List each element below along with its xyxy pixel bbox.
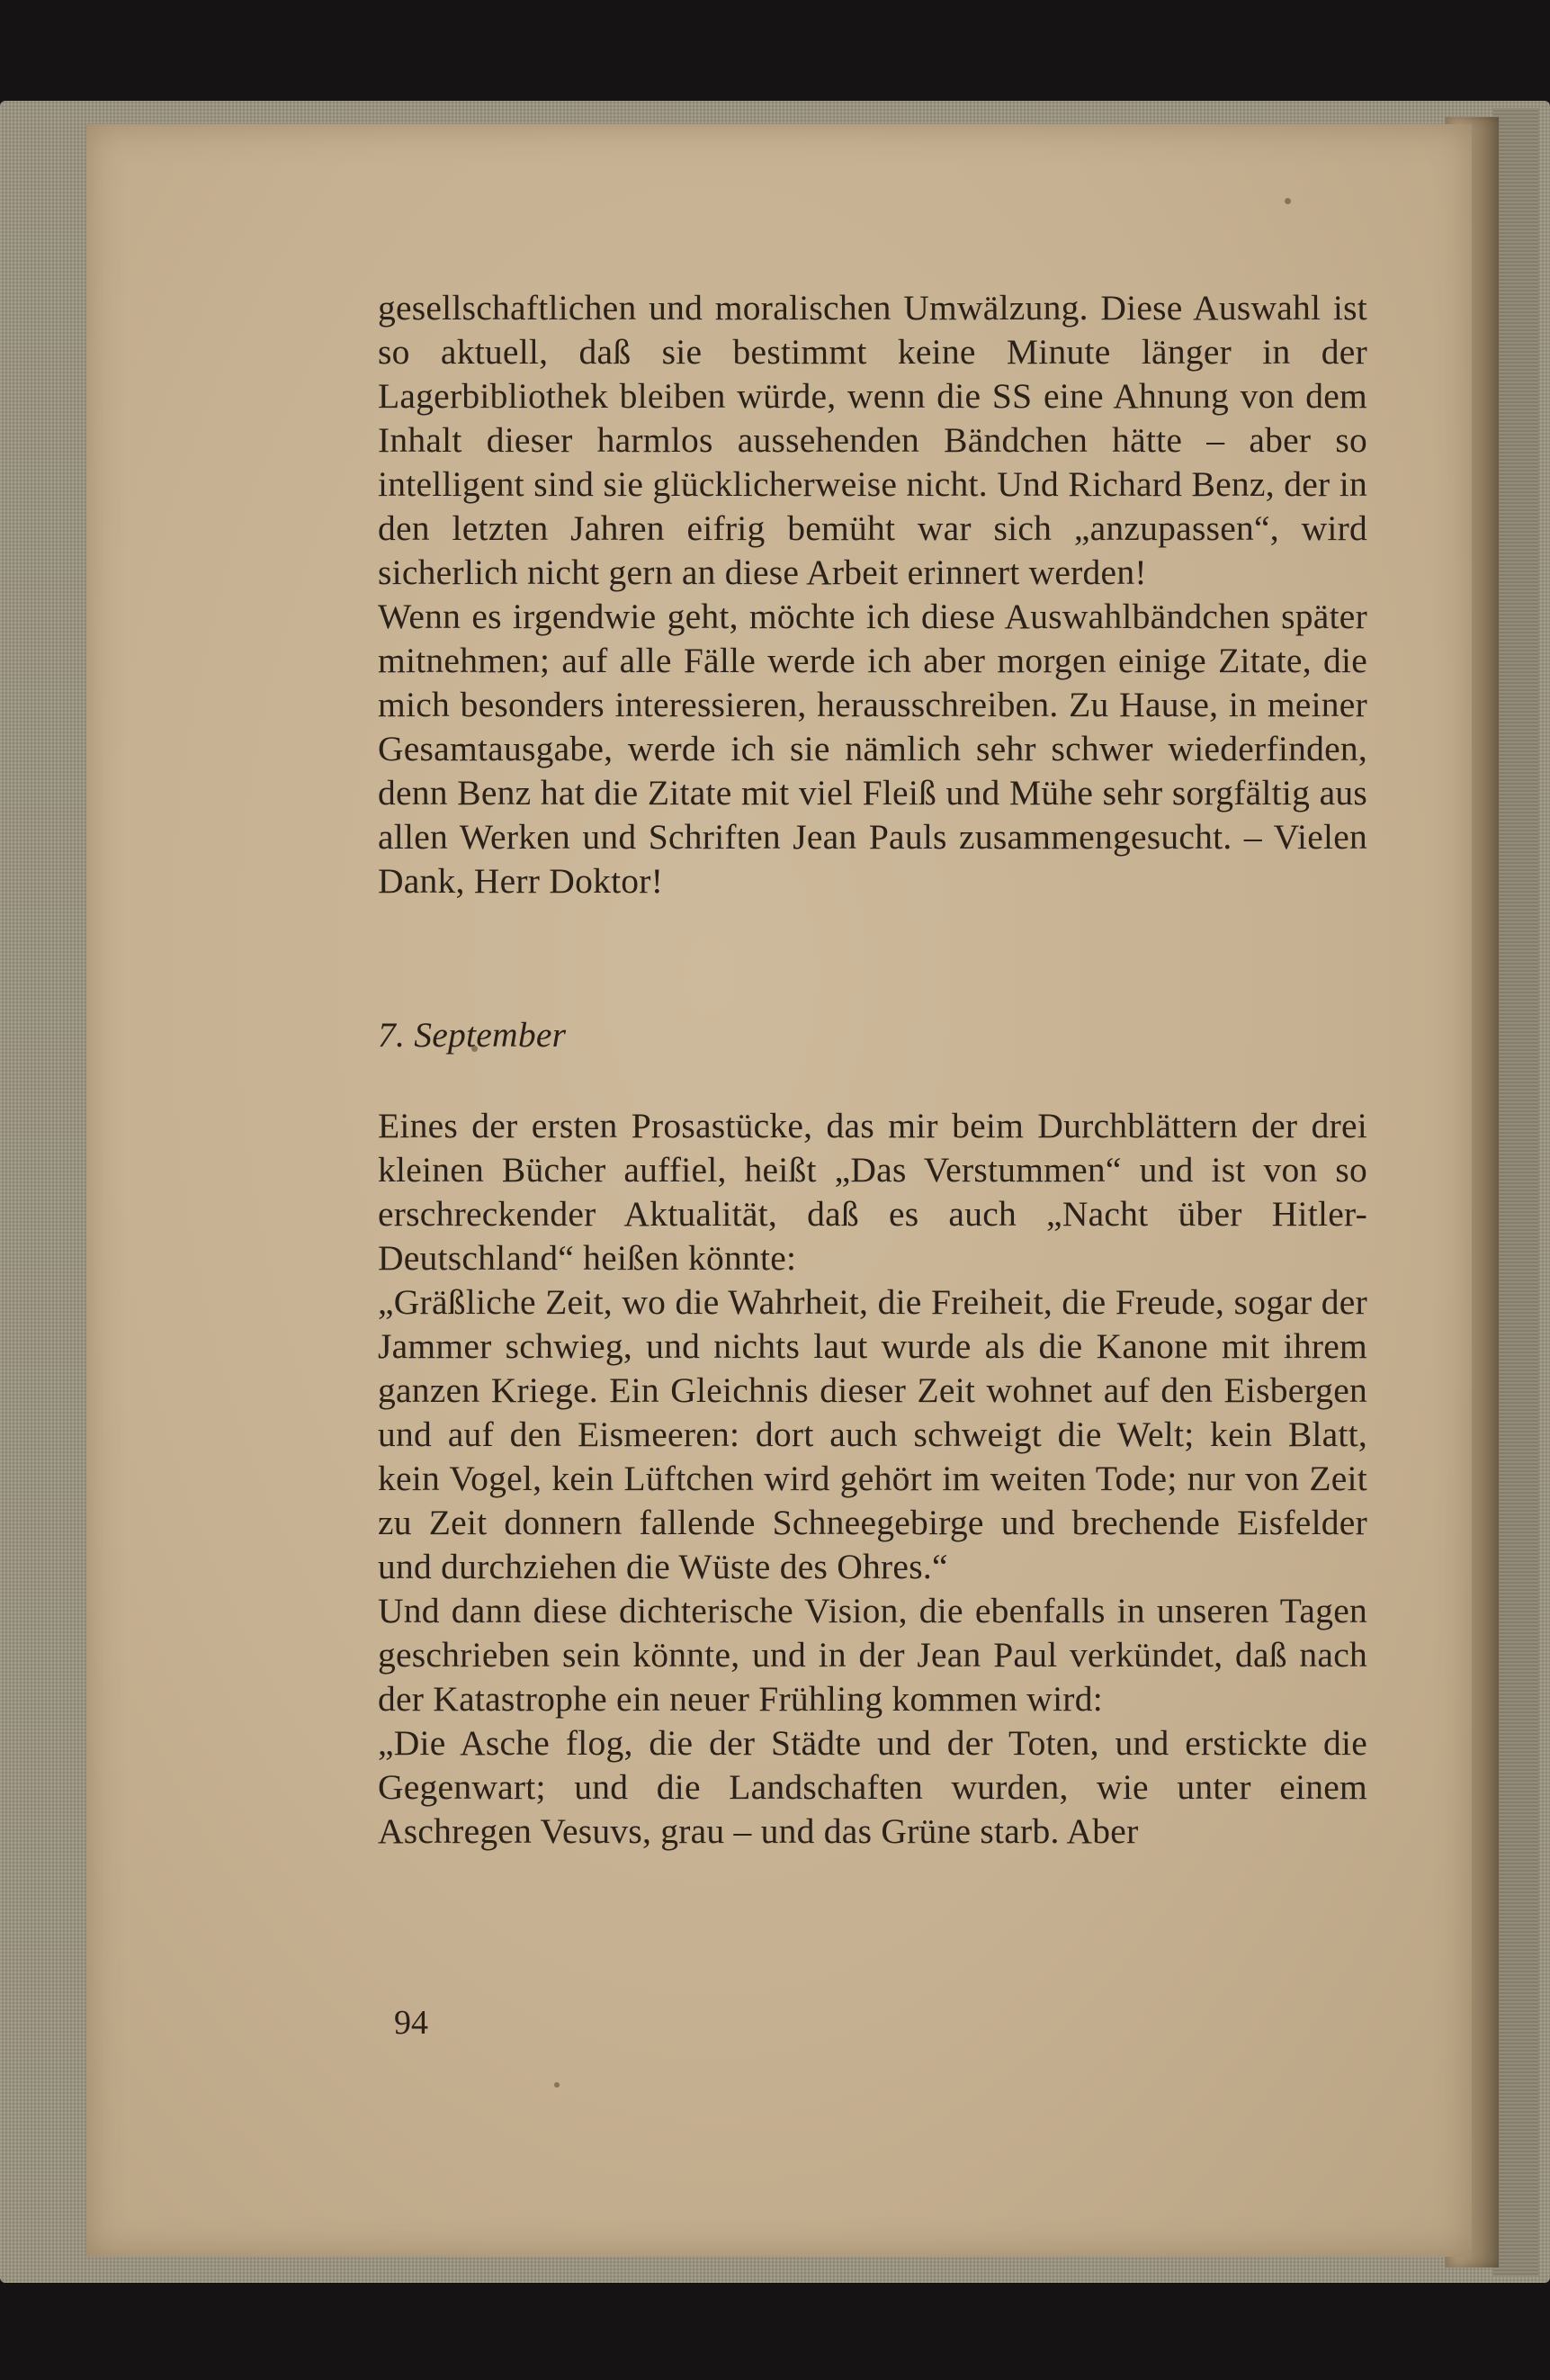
paragraph: Wenn es irgendwie geht, möchte ich diese Auswahlbändchen später mitnehmen; auf alle Fälle werde ich aber morgen einige Zitate, die mich besonders interessieren, herausschreiben. Zu Hause, in meiner Gesamtausgabe, werde ich sie nämlich sehr schwer wiederfinden, denn Benz hat die Zitate mit viel Fleiß und Mühe sehr sorgfältig aus allen Werken und Schriften Jean Pauls zusammengesucht. – Vielen Dank, Herr Doktor! — [378, 597, 1367, 901]
paragraph: Eines der ersten Prosastücke, das mir beim Durchblättern der drei kleinen Bücher auffiel, heißt „Das Verstummen“ und ist von so erschreckender Aktualität, daß es auch „Nacht über Hitler-Deutschland“ heißen könnte: — [378, 1106, 1367, 1278]
quote-paragraph: „Die Asche flog, die der Städte und der Toten, und erstickte die Gegenwart; und die Landschaften wurden, wie unter einem Aschregen Vesuvs, grau – und das Grüne starb. Aber — [378, 1723, 1367, 1851]
quote-paragraph: „Gräßliche Zeit, wo die Wahrheit, die Freiheit, die Freude, sogar der Jammer schwieg, und nichts laut wurde als die Kanone mit ihrem ganzen Kriege. Ein Gleichnis dieser Zeit wohnet auf den Eisbergen und auf den Eismeeren: dort auch schweigt die Welt; kein Blatt, kein Vogel, kein Lüftchen wird gehört im weiten Tode; nur von Zeit zu Zeit donnern fallende Schneegebirge und brechende Eisfelder und durchziehen die Wüste des Ohres.“ — [378, 1282, 1367, 1586]
book-back-cover-edge — [1493, 108, 1538, 2277]
paragraph: gesellschaftlichen und moralischen Umwälzung. Diese Auswahl ist so aktuell, daß sie bestimmt keine Minute länger in der Lagerbibliothek bleiben würde, wenn die SS eine Ahnung von dem Inhalt dieser harmlos aussehenden Bändchen hätte – aber so intelligent sind sie glücklicherweise nicht. Und Richard Benz, der in den letzten Jahren eifrig bemüht war sich „anzupassen“, wird sicherlich nicht gern an diese Arbeit erinnert werden! — [378, 288, 1367, 592]
paper-speck — [554, 2082, 560, 2088]
body-text — [378, 286, 1367, 1854]
diary-date-heading: 7. September — [378, 1015, 567, 1055]
paper-speck — [1285, 198, 1291, 204]
paragraph: Und dann diese dichterische Vision, die ebenfalls in unseren Tagen geschrieben sein könnte, und in der Jean Paul verkündet, daß nach der Katastrophe ein neuer Frühling kommen wird: — [378, 1591, 1367, 1719]
page-number: 94 — [394, 2004, 428, 2042]
